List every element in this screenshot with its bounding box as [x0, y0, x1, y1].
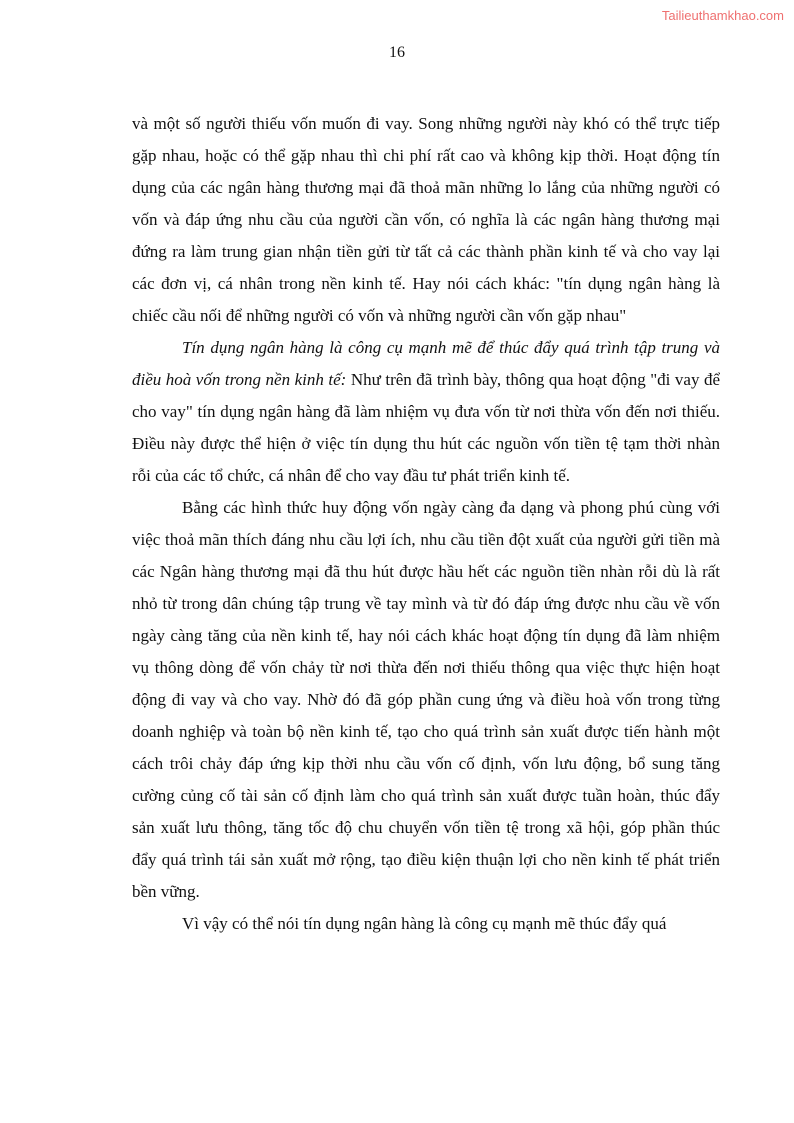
paragraph — [132, 492, 720, 908]
paragraph — [132, 332, 720, 492]
paragraph-text: Vì vậy có thể nói tín dụng ngân hàng là công cụ mạnh mẽ thúc đẩy quá — [182, 914, 667, 933]
paragraph-text: và một số người thiếu vốn muốn đi vay. Song những người này khó có thể trực tiếp gặp nhau, hoặc có thể gặp nhau thì chi phí rất cao và không kịp thời. Hoạt động tín dụng của các ngân hàng thương mại đã thoả mãn những lo lắng của những người có vốn và đáp ứng nhu cầu của người cần vốn, có nghĩa là các ngân hàng thương mại đứng ra làm trung gian nhận tiền gửi từ tất cả các thành phần kinh tế và cho vay lại các đơn vị, cá nhân trong nền kinh tế. Hay nói cách khác: "tín dụng ngân hàng là chiếc cầu nối để những người có vốn và những người cần vốn gặp nhau" — [132, 114, 720, 325]
paragraph-text-italic: Tín dụng ngân hàng là công cụ mạnh mẽ để thúc đẩy quá trình tập trung và điều hoà vốn trong nền kinh tế: — [132, 338, 720, 389]
page-number: 16 — [389, 44, 405, 61]
paragraph-text: Bằng các hình thức huy động vốn ngày càng đa dạng và phong phú cùng với việc thoả mãn thích đáng nhu cầu lợi ích, nhu cầu tiền đột xuất của người gửi tiền mà các Ngân hàng thương mại đã thu hút được hầu hết các nguồn tiền nhàn rỗi dù là rất nhỏ từ trong dân chúng tập trung về tay mình và từ đó đáp ứng được nhu cầu về vốn ngày càng tăng của nền kinh tế, hay nói cách khác hoạt động tín dụng đã làm nhiệm vụ thông dòng để vốn chảy từ nơi thừa đến nơi thiếu thông qua việc thực hiện hoạt động đi vay và cho vay. Nhờ đó đã góp phần cung ứng và điều hoà vốn trong từng doanh nghiệp và toàn bộ nền kinh tế, tạo cho quá trình sản xuất được tiến hành một cách trôi chảy đáp ứng kịp thời nhu cầu vốn cố định, vốn lưu động, bổ sung tăng cường củng cố tài sản cố định làm cho quá trình sản xuất được tuần hoàn, thúc đẩy sản xuất lưu thông, tăng tốc độ chu chuyển vốn tiền tệ trong xã hội, góp phần thúc đẩy quá trình tái sản xuất mở rộng, tạo điều kiện thuận lợi cho nền kinh tế phát triển bền vững. — [132, 498, 720, 901]
paragraph-text: Như trên đã trình bày, thông qua hoạt động "đi vay để cho vay" tín dụng ngân hàng đã làm nhiệm vụ đưa vốn từ nơi thừa vốn đến nơi thiếu. Điều này được thể hiện ở việc tín dụng thu hút các nguồn vốn tiền tệ tạm thời nhàn rỗi của các tổ chức, cá nhân để cho vay đầu tư phát triển kinh tế. — [132, 370, 721, 485]
paragraph — [132, 108, 720, 332]
document-body — [132, 108, 720, 940]
watermark-link[interactable]: Tailieuthamkhao.com — [661, 8, 784, 23]
paragraph — [132, 908, 720, 940]
